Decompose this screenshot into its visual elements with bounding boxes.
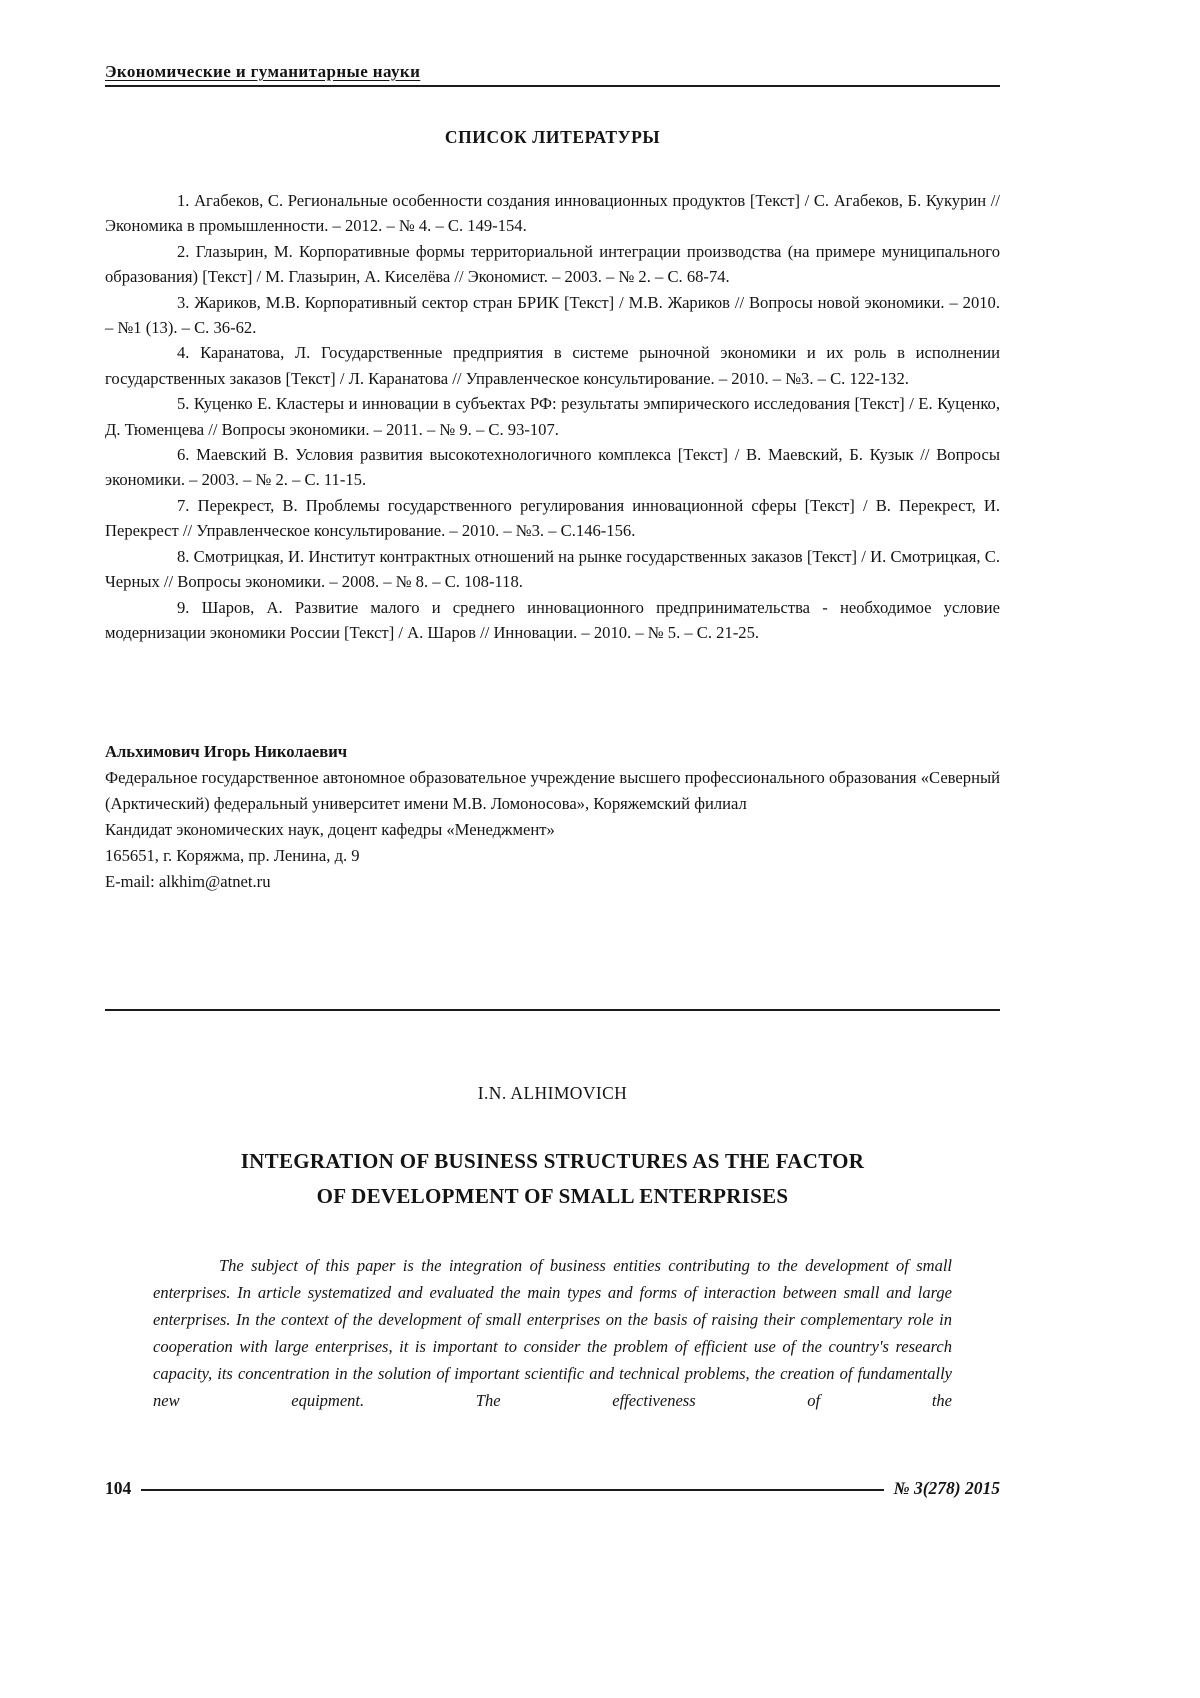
footer-rule <box>141 1489 883 1491</box>
journal-issue: № 3(278) 2015 <box>893 1478 1000 1498</box>
reference-item-6: 6. Маевский В. Условия развития высокотехнологичного комплекса [Текст] / В. Маевский, Б. Кузык // Вопросы экономики. – 2003. – № 2. – С. 11-15. <box>105 445 1000 490</box>
author-affiliation: Федеральное государственное автономное образовательное учреждение высшего профессионального образования «Северный (Арктический) федеральный университет имени М.В. Ломоносова», Коряжемский филиал <box>105 768 1000 814</box>
reference-item-8: 8. Смотрицкая, И. Институт контрактных отношений на рынке государственных заказов [Текст] / И. Смотрицкая, С. Черных // Вопросы экономики. – 2008. – № 8. – С. 108-118. <box>105 546 1000 592</box>
page-content <box>105 127 1000 1414</box>
author-name: Альхимович Игорь Николаевич <box>105 742 348 762</box>
reference-item-3: 3. Жариков, М.В. Корпоративный сектор стран БРИК [Текст] / М.В. Жариков // Вопросы новой экономики. – 2010. – №1 (13). – С. 36-62. <box>105 292 1000 338</box>
section-divider <box>105 1009 1000 1011</box>
bibliography-title: СПИСОК ЛИТЕРАТУРЫ <box>444 127 661 147</box>
english-article-title: INTEGRATION OF BUSINESS STRUCTURES AS THE FACTOR OF DEVELOPMENT OF SMALL ENTERPRISES <box>240 1149 865 1208</box>
author-info <box>105 739 1000 895</box>
running-header-title: Экономические и гуманитарные науки <box>105 62 421 81</box>
reference-item-5: 5. Куценко Е. Кластеры и инновации в субъектах РФ: результаты эмпирического исследования [Текст] / Е. Куценко, Д. Тюменцева // Вопросы экономики. – 2011. – № 9. – С. 93-107. <box>105 394 1000 439</box>
page-footer <box>105 1478 1000 1499</box>
reference-item-9: 9. Шаров, А. Развитие малого и среднего инновационного предпринимательства - необходимое условие модернизации экономики России [Текст] / А. Шаров // Инновации. – 2010. – № 5. – С. 21-25. <box>105 597 1000 642</box>
running-header <box>105 0 1000 87</box>
reference-item-2: 2. Глазырин, М. Корпоративные формы территориальной интеграции производства (на примере муниципального образования) [Текст] / М. Глазырин, А. Киселёва // Экономист. – 2003. – № 2. – С. 68-74. <box>105 241 1000 287</box>
reference-item-1: 1. Агабеков, С. Региональные особенности создания инновационных продуктов [Текст] / С. Агабеков, Б. Кукурин // Экономика в промышленности. – 2012. – № 4. – С. 149-154. <box>105 191 1000 236</box>
reference-item-4: 4. Каранатова, Л. Государственные предприятия в системе рыночной экономики и их роль в исполнении государственных заказов [Текст] / Л. Каранатова // Управленческое консультирование. – 2010. – №3. – С. 122-132. <box>105 343 1000 388</box>
running-header-rule <box>105 62 1000 87</box>
english-section <box>105 1083 1000 1413</box>
page-number: 104 <box>105 1478 132 1498</box>
author-degree: Кандидат экономических наук, доцент кафедры «Менеджмент» <box>105 820 555 840</box>
reference-list <box>105 188 1000 645</box>
author-address: 165651, г. Коряжма, пр. Ленина, д. 9 <box>105 846 360 866</box>
english-author-name: I.N. ALHIMOVICH <box>477 1083 628 1104</box>
reference-item-7: 7. Перекрест, В. Проблемы государственного регулирования инновационной сферы [Текст] / В. Перекрест, И. Перекрест // Управленческое консультирование. – 2010. – №3. – С.146-156. <box>105 495 1000 541</box>
english-abstract: The subject of this paper is the integration of business entities contributing to the development of small enterprises. In article systematized and evaluated the main types and forms of interaction between small and large enterprises. In the context of the development of small enterprises on the basis of raising their complementary role in cooperation with large enterprises, it is important to consider the problem of efficient use of the country's research capacity, its concentration in the solution of important scientific and technical problems, the creation of fundamentally new equipment. The effectiveness of the <box>153 1255 952 1410</box>
author-email: E-mail: alkhim@atnet.ru <box>105 872 271 892</box>
